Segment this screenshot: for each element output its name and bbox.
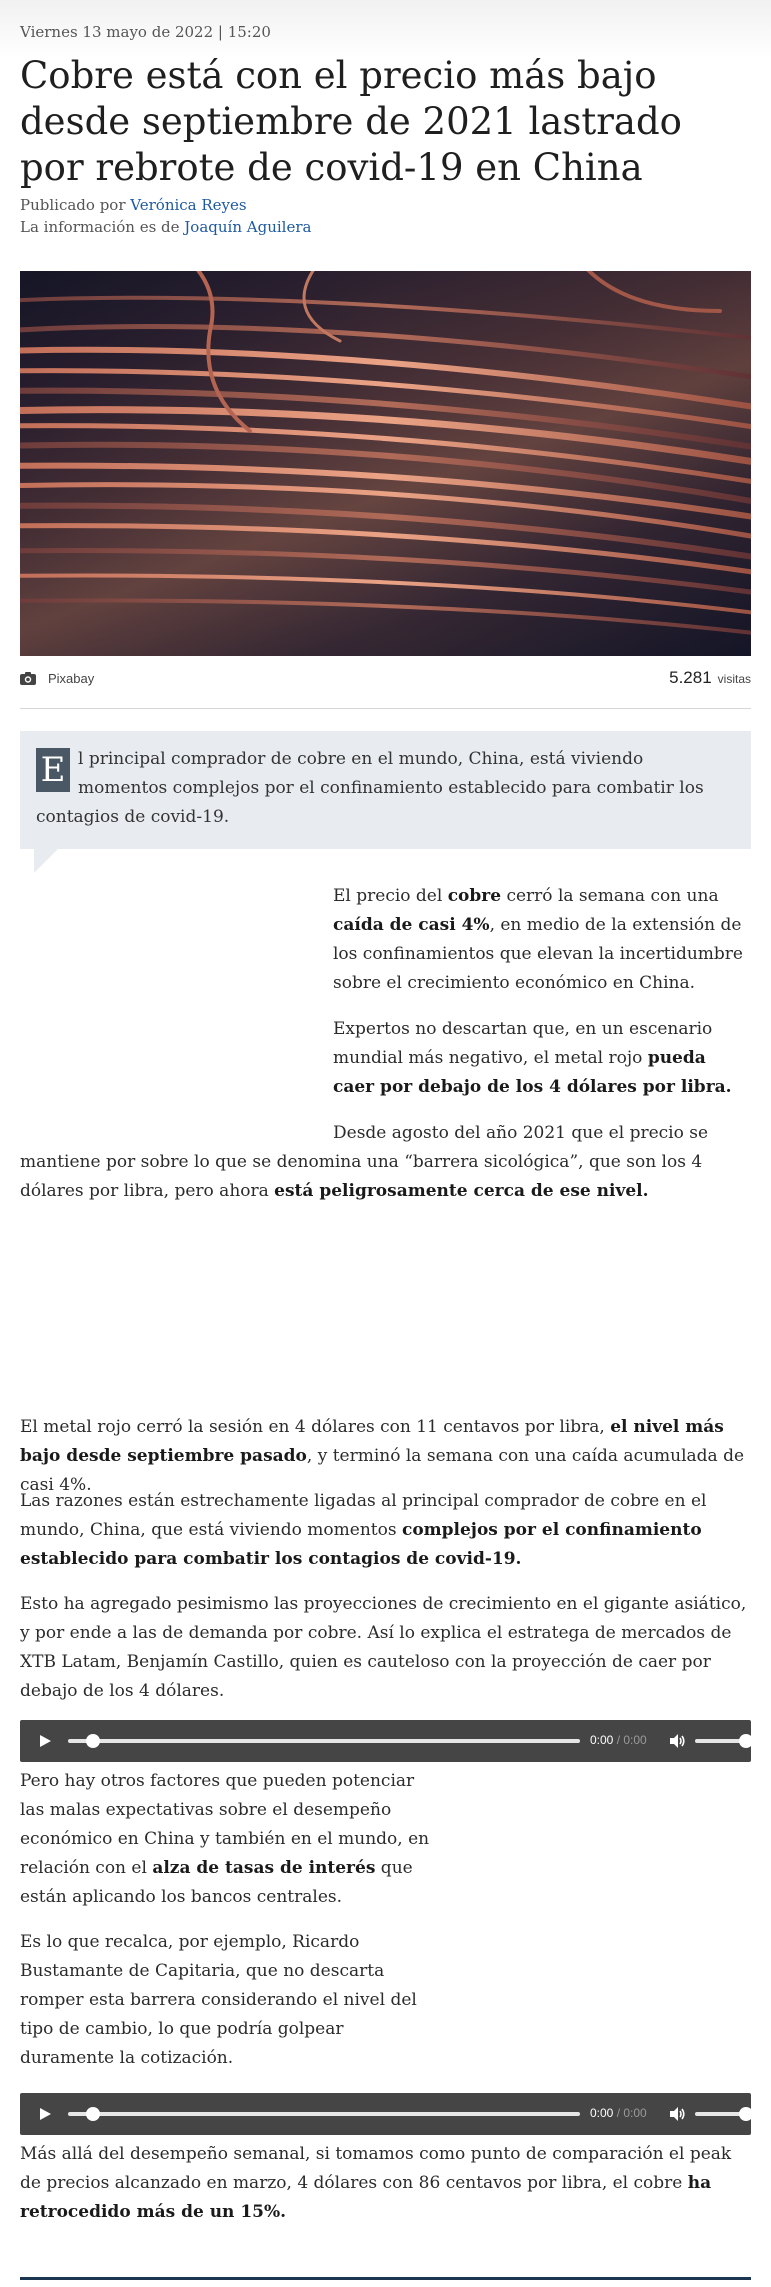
paragraph-text: , y terminó la semana con una caída acumulada de casi 4%.: [20, 1446, 745, 1495]
dateline: Viernes 13 mayo de 2022 | 15:20: [20, 23, 271, 41]
audio-time: [590, 1733, 647, 1747]
paragraph-text: Esto ha agregado pesimismo las proyecciones de crecimiento en el gigante asiático, y por ende a las de demanda por cobre. Así lo explica el estratega de mercados de XTB Latam, Benjamín Castillo, quien es cauteloso con la proyección de caer por debajo de los 4 dólares.: [20, 1594, 747, 1701]
body-paragraph: [20, 1767, 440, 1912]
volume-icon[interactable]: [668, 1732, 686, 1750]
audio-progress-track[interactable]: [68, 1739, 580, 1743]
emphasis-text: el nivel más bajo desde septiembre pasado: [20, 1417, 724, 1466]
lead-text: l principal comprador de cobre en el mundo, China, está viviendo momentos complejos por el confinamiento establecido para combatir los contagios de covid-19.: [36, 749, 704, 827]
emphasis-text: alza de tasas de interés: [152, 1858, 376, 1878]
source-label: La información es de: [20, 218, 185, 236]
body-paragraph: [20, 1590, 751, 1706]
body-paragraph: [20, 1487, 751, 1574]
camera-icon: [20, 672, 36, 685]
emphasis-text: está peligrosamente cerca de ese nivel.: [274, 1181, 649, 1201]
body-paragraph: [333, 1015, 751, 1102]
audio-time-separator: /: [613, 2106, 624, 2120]
visit-counter: [669, 668, 751, 688]
volume-slider-track[interactable]: [695, 1739, 745, 1743]
audio-time-separator: /: [613, 1733, 624, 1747]
lead-paragraph: [36, 745, 736, 832]
volume-slider-track[interactable]: [695, 2112, 745, 2116]
emphasis-text: ha retrocedido más de un 15%.: [20, 2173, 712, 2222]
copper-wires-image: [20, 271, 751, 656]
audio-current-time: 0:00: [590, 2106, 614, 2120]
paragraph-text: , en medio de la extensión de los confinamientos que elevan la incertidumbre sobre el crecimiento económico en China.: [333, 915, 743, 993]
author-link[interactable]: Verónica Reyes: [130, 196, 247, 214]
paragraph-text: El precio del: [333, 886, 448, 906]
photo-credit: Pixabay: [48, 671, 95, 686]
emphasis-text: pueda caer por debajo de los 4 dólares por libra.: [333, 1048, 732, 1097]
paragraph-text: Desde agosto del año 2021 que el precio se mantiene por sobre lo que se denomina una “barrera sicológica”, que son los 4 dólares por libra, pero ahora: [20, 1123, 709, 1201]
source-link[interactable]: Joaquín Aguilera: [184, 218, 312, 236]
audio-progress-handle[interactable]: [86, 1734, 100, 1748]
audio-player: [20, 1720, 751, 1762]
byline-source: [20, 218, 311, 236]
audio-progress-handle[interactable]: [86, 2107, 100, 2121]
paragraph-text: Más allá del desempeño semanal, si tomamos como punto de comparación el peak de precios alcanzado en marzo, 4 dólares con 86 centavos por libra, el cobre: [20, 2144, 732, 2193]
paragraph-text: cerró la semana con una: [501, 886, 719, 906]
body-paragraph: [333, 882, 751, 998]
byline-author: [20, 196, 247, 214]
lead-box-tail: [34, 849, 58, 873]
audio-progress-track[interactable]: [68, 2112, 580, 2116]
paragraph-text: Expertos no descartan que, en un escenario mundial más negativo, el metal rojo: [333, 1019, 713, 1068]
paragraph-text: Es lo que recalca, por ejemplo, Ricardo Bustamante de Capitaria, que no descarta romper esta barrera considerando el nivel del tipo de cambio, lo que podría golpear duramente la cotización.: [20, 1932, 417, 2068]
drop-cap: E: [36, 748, 70, 792]
emphasis-text: complejos por el confinamiento establecido para combatir los contagios de covid-19.: [20, 1520, 702, 1569]
caption-divider: [20, 708, 751, 709]
visit-label: visitas: [717, 672, 751, 686]
visit-count: 5.281: [669, 668, 712, 687]
play-icon[interactable]: [38, 1734, 52, 1748]
body-paragraph: [20, 2140, 751, 2227]
paragraph-text: El metal rojo cerró la sesión en 4 dólares con 11 centavos por libra,: [20, 1417, 611, 1437]
article-title: Cobre está con el precio más bajo desde septiembre de 2021 lastrado por rebrote de covid-19 en China: [20, 54, 682, 189]
play-icon[interactable]: [38, 2107, 52, 2121]
photo-caption: [20, 668, 751, 692]
audio-duration: 0:00: [623, 1733, 647, 1747]
volume-slider-handle[interactable]: [739, 2107, 753, 2121]
footer-divider: [20, 2277, 751, 2280]
emphasis-text: caída de casi 4%: [333, 915, 490, 935]
emphasis-text: cobre: [447, 886, 502, 906]
body-paragraph: [20, 1928, 440, 2073]
paragraph-text: Pero hay otros factores que pueden potenciar las malas expectativas sobre el desempeño económico en China y también en el mundo, en relación con el: [20, 1771, 430, 1878]
audio-time: [590, 2106, 647, 2120]
lead-paragraph-box: [20, 731, 751, 849]
dateline-bar: [0, 0, 771, 58]
audio-duration: 0:00: [623, 2106, 647, 2120]
published-by-label: Publicado por: [20, 196, 131, 214]
audio-current-time: 0:00: [590, 1733, 614, 1747]
article-photo: [20, 271, 751, 656]
paragraph-text: Las razones están estrechamente ligadas al principal comprador de cobre en el mundo, China, que está viviendo momentos: [20, 1491, 707, 1540]
paragraph-text: que están aplicando los bancos centrales.: [20, 1858, 413, 1907]
volume-icon[interactable]: [668, 2105, 686, 2123]
body-paragraph: [20, 1119, 751, 1206]
volume-slider-handle[interactable]: [739, 1734, 753, 1748]
audio-player: [20, 2093, 751, 2135]
